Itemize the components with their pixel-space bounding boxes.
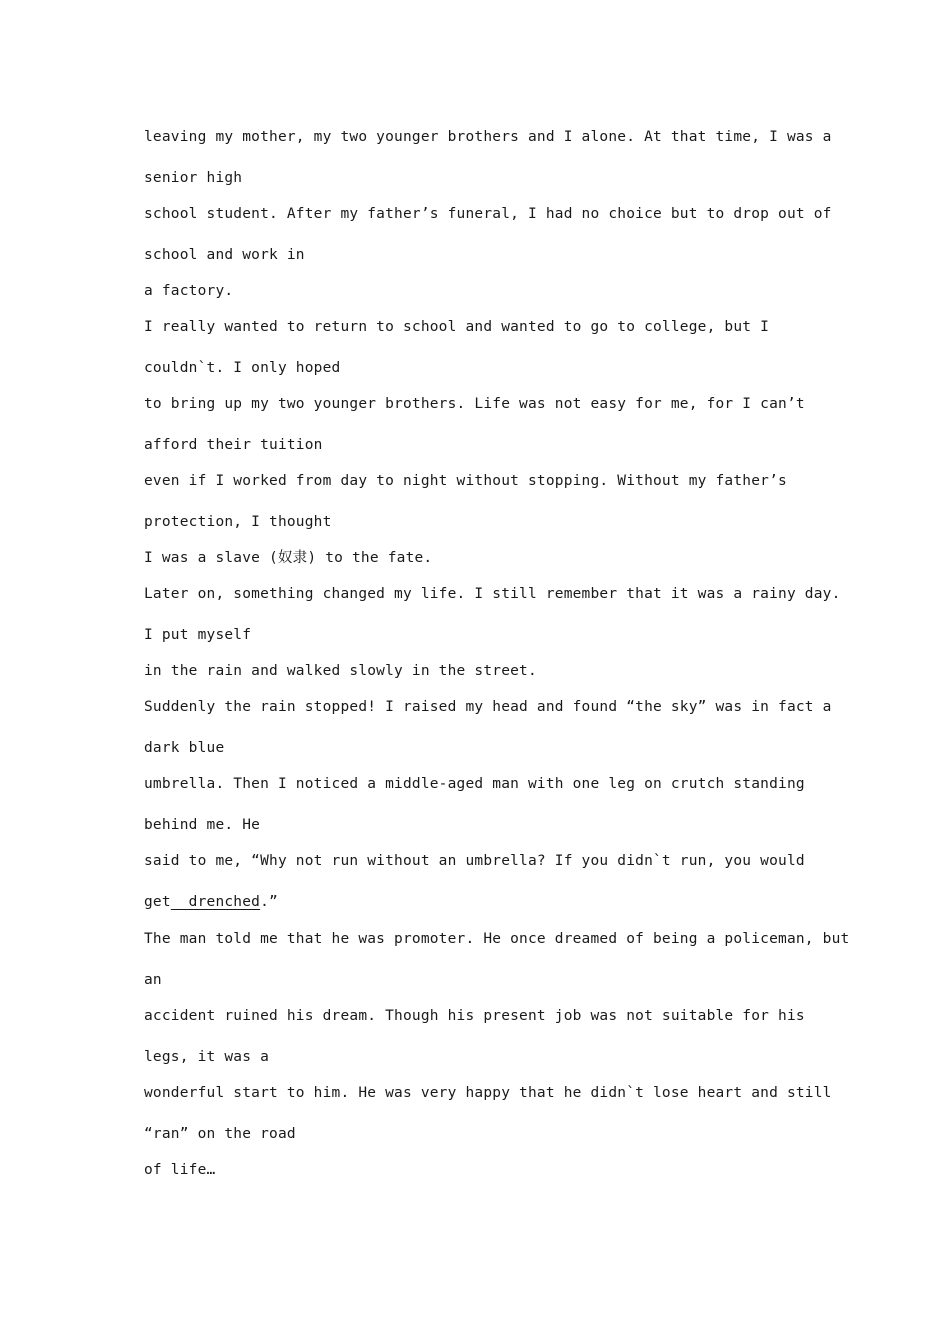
fill-answer: drenched <box>170 894 261 910</box>
fill-prefix: get <box>144 894 171 910</box>
text-line: leaving my mother, my two younger brothers and I alone. At that time, I was a <box>144 129 832 145</box>
text-line: accident ruined his dream. Though his present job was not suitable for his <box>144 1008 805 1024</box>
text-line: afford their tuition <box>144 437 323 453</box>
text-line: I put myself <box>144 627 252 643</box>
text-line: Suddenly the rain stopped! I raised my head and found “the sky” was in fact a <box>144 699 832 715</box>
text-line: “ran” on the road <box>144 1126 296 1142</box>
text-line: Later on, something changed my life. I still remember that it was a rainy day. <box>144 586 841 602</box>
text-line: legs, it was a <box>144 1049 270 1065</box>
fill-suffix: .” <box>260 894 278 910</box>
text-line: school and work in <box>144 247 305 263</box>
text-line: umbrella. Then I noticed a middle-aged man with one leg on crutch standing <box>144 776 805 792</box>
text-line: I was a slave (奴隶) to the fate. <box>144 550 433 566</box>
text-line: dark blue <box>144 740 225 756</box>
text-line: wonderful start to him. He was very happy that he didn`t lose heart and still <box>144 1085 832 1101</box>
text-line: behind me. He <box>144 817 261 833</box>
text-line: in the rain and walked slowly in the street. <box>144 663 537 679</box>
text-line: The man told me that he was promoter. He once dreamed of being a policeman, but <box>144 931 850 947</box>
text-line: of life… <box>144 1162 216 1178</box>
text-line: an <box>144 972 162 988</box>
text-line: protection, I thought <box>144 514 332 530</box>
text-line: school student. After my father’s funeral, I had no choice but to drop out of <box>144 206 832 222</box>
text-line: couldn`t. I only hoped <box>144 360 341 376</box>
fill-in-line <box>144 892 278 912</box>
text-line: a factory. <box>144 283 234 299</box>
text-line: to bring up my two younger brothers. Life was not easy for me, for I can’t <box>144 396 805 412</box>
text-line: I really wanted to return to school and wanted to go to college, but I <box>144 319 770 335</box>
text-line: even if I worked from day to night without stopping. Without my father’s <box>144 473 787 489</box>
text-line: said to me, “Why not run without an umbrella? If you didn`t run, you would <box>144 853 805 869</box>
text-line: senior high <box>144 170 243 186</box>
